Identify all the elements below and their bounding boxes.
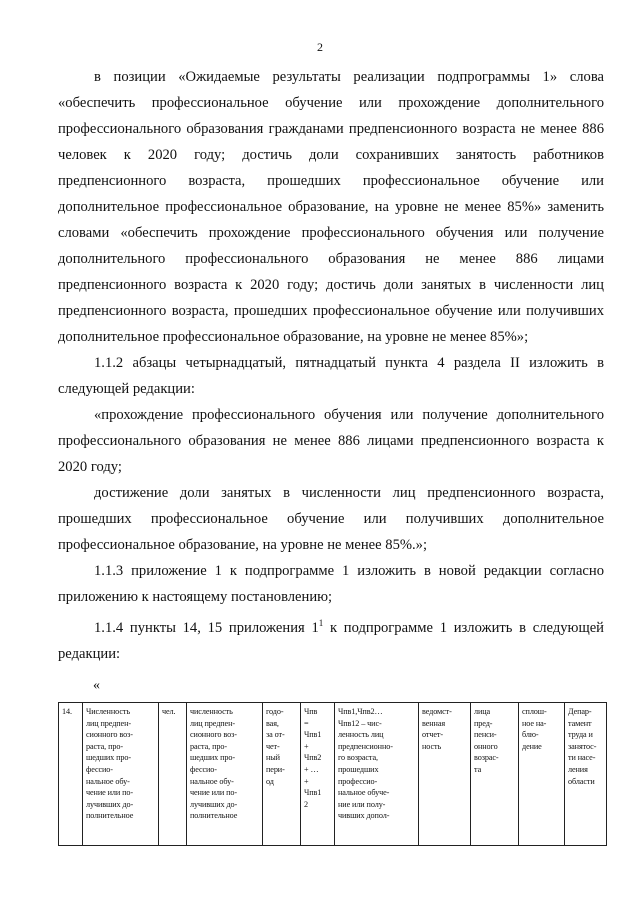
cell-text: годо- вая, за от- чет- ный пери- од [266, 707, 285, 786]
cell-text: численность лиц предпен- сионного воз- раста, про- шедших про- фессио- нальное обу- чение или по- лучивших до- полнительное [190, 707, 238, 821]
paragraph-1: в позиции «Ожидаемые результаты реализации подпрограммы 1» слова «обеспечить профессиональное обучение или прохождение дополнительного профессионального образования гражданами предпенсионного возраста не менее 886 человек к 2020 году; достичь доли сохранивших занятость работников предпенсионного возраста, прошедших профессиональное обучение или дополнительное профессиональное образование, на уровне не менее 85%» заменить словами «обеспечить прохождение профессионального обучения или получение дополнительного профессионального образования не менее 886 лицами предпенсионного возраста к 2020 году; достичь доли занятых в численности лиц предпенсионного возраста, прошедших профессиональное обучение или получивших дополнительное профессиональное образование, на уровне не менее 85%»; [58, 69, 604, 345]
cell-text: Чпв1,Чпв2… Чпв12 – чис- ленность лиц предпенсионно- го возраста, прошедших профессио- нальное обуче- ние или полу- чивших допол- [338, 707, 393, 821]
paragraph-3: «прохождение профессионального обучения или получение дополнительного профессионального образования не менее 886 лицами предпенсионного возраста к 2020 году; [58, 407, 604, 475]
cell-definition [187, 703, 263, 846]
para-6-before: 1.1.4 пункты 14, 15 приложения 1 [94, 619, 319, 636]
cell-population [471, 703, 519, 846]
paragraph-4: достижение доли занятых в численности лиц предпенсионного возраста, прошедших профессиональное обучение или получивших дополнительное профессиональное образование, на уровне не менее 85%.»; [58, 485, 604, 553]
cell-periodicity [263, 703, 301, 846]
cell-text: сплош- ное на- блю- дение [522, 707, 547, 751]
paragraph-2: 1.1.2 абзацы четырнадцатый, пятнадцатый пункта 4 раздела II изложить в следующей редакции: [58, 355, 604, 397]
cell-text: Чпв = Чпв1 + Чпв2 + … + Чпв1 2 [304, 707, 322, 809]
cell-method [519, 703, 565, 846]
cell-text: Численность лиц предпен- сионного воз- раста, про- шедших про- фессио- нальное обу- чение или по- лучивших до- полнительное [86, 707, 134, 821]
para-6-after: к подпрограмме 1 изложить в следующей редакции: [58, 619, 604, 662]
cell-text: лица пред- пенси- онного возрас- та [474, 707, 499, 774]
cell-text: Депар- тамент труда и занятос- ти насе- ления области [568, 707, 597, 786]
paragraph-6 [58, 610, 604, 667]
opening-quote: « [93, 678, 100, 693]
table-row [59, 703, 607, 846]
document-body [58, 64, 604, 667]
page-number: 2 [317, 40, 323, 54]
cell-formula [301, 703, 335, 846]
cell-text: 14. [62, 707, 72, 716]
cell-unit [159, 703, 187, 846]
cell-indicator-name [83, 703, 159, 846]
cell-formula-notes [335, 703, 419, 846]
cell-number [59, 703, 83, 846]
cell-text: ведомст- венная отчет- ность [422, 707, 452, 751]
cell-responsible [565, 703, 607, 846]
para-6-sup: 1 [318, 618, 324, 628]
indicators-table [58, 702, 607, 846]
cell-text: чел. [162, 707, 176, 716]
cell-source [419, 703, 471, 846]
paragraph-5: 1.1.3 приложение 1 к подпрограмме 1 изложить в новой редакции согласно приложению к настоящему постановлению; [58, 563, 604, 605]
